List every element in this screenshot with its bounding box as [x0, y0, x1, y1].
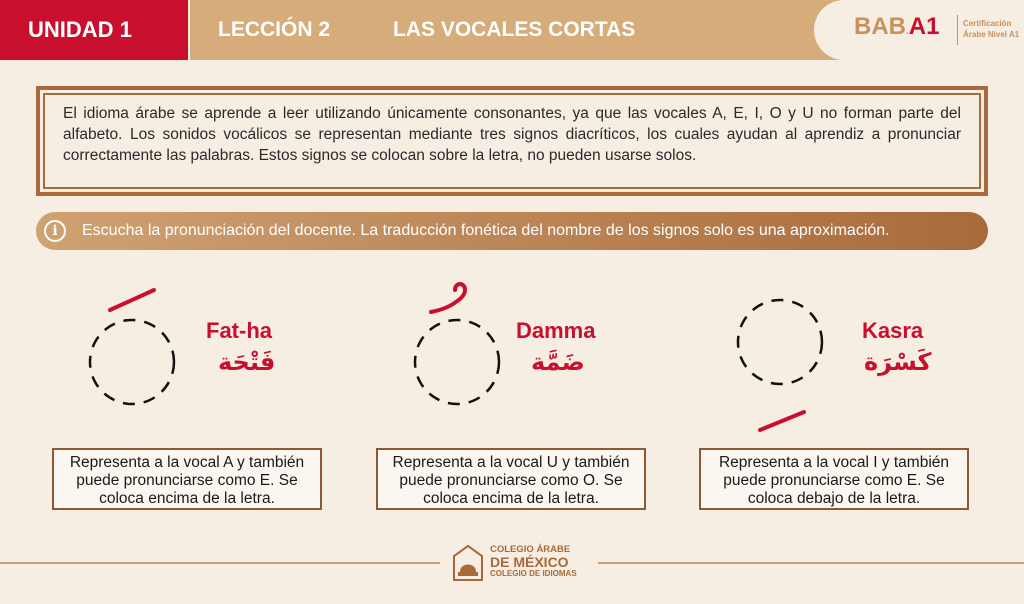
footer-line2: DE MÉXICO: [490, 554, 569, 570]
kasra-mark: [760, 412, 804, 430]
footer-line3: COLEGIO DE IDIOMAS: [490, 569, 577, 578]
lesson-bar: [190, 0, 1024, 60]
sign-name-kasra: Kasra: [862, 318, 924, 343]
sign-name-damma: Damma: [516, 318, 596, 343]
sign-name-fatha: Fat-ha: [206, 318, 272, 343]
lesson-title: LAS VOCALES CORTAS: [393, 18, 636, 41]
unit-label: UNIDAD 1: [0, 0, 188, 60]
sign-kasra: [736, 280, 1024, 440]
mosque-icon: [448, 542, 488, 586]
sign-arabic-fatha: فَتْحَة: [218, 348, 276, 376]
fatha-mark: [110, 290, 154, 310]
footer-text: [490, 544, 577, 579]
brand-name: BAB.A1: [854, 13, 940, 40]
description-damma: Representa a la vocal U y también puede pronunciarse como O. Se coloca encima de la letra.: [376, 448, 646, 510]
letter-placeholder-circle: [415, 320, 499, 404]
footer-divider-left: [0, 562, 440, 564]
intro-box: [36, 86, 988, 196]
brand-subtitle: Certificación Árabe Nivel A1: [963, 19, 1020, 39]
brand-logo: [814, 0, 1024, 60]
damma-diagram: [413, 280, 523, 420]
info-icon: i: [44, 220, 66, 242]
notice-text: Escucha la pronunciación del docente. La traducción fonética del nombre de los signos solo es una aproximación.: [82, 222, 890, 239]
letter-placeholder-circle: [90, 320, 174, 404]
letter-placeholder-circle: [738, 300, 822, 384]
sign-damma: [413, 280, 713, 440]
lesson-label: LECCIÓN 2: [218, 18, 331, 41]
kasra-diagram: [736, 280, 846, 440]
brand-divider: [957, 15, 958, 45]
description-kasra: Representa a la vocal I y también puede pronunciarse como E. Se coloca debajo de la letra.: [699, 448, 969, 510]
damma-mark: [431, 284, 465, 312]
sign-fatha: [88, 280, 388, 440]
sign-arabic-damma: ضَمَّة: [531, 348, 585, 376]
notice-bar: [36, 212, 988, 250]
description-fatha: Representa a la vocal A y también puede pronunciarse como E. Se coloca encima de la letra.: [52, 448, 322, 510]
footer-divider-right: [598, 562, 1024, 564]
footer-line1: COLEGIO ÁRABE: [490, 544, 571, 555]
header-bar: [0, 0, 1024, 60]
sign-arabic-kasra: كَسْرَة: [864, 348, 932, 376]
intro-text: El idioma árabe se aprende a leer utilizando únicamente consonantes, ya que las vocales A, E, I, O y U no forman parte del alfabeto. Los sonidos vocálicos se representan mediante tres signos diacríticos, los cuales ayudan al aprendiz a pronunciar correctamente las palabras. Estos signos se colocan sobre la letra, no pueden usarse solos.: [43, 93, 981, 189]
fatha-diagram: [88, 280, 198, 420]
